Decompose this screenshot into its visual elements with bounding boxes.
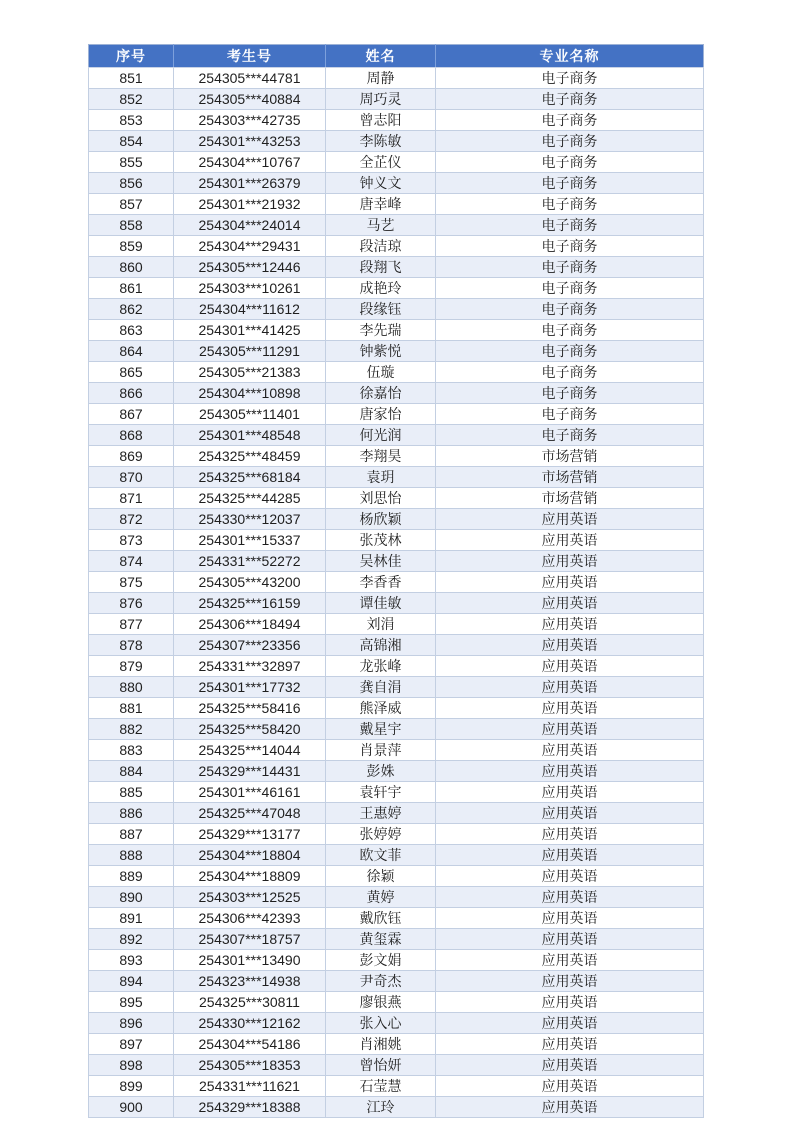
- table-row: [89, 635, 704, 656]
- name-cell: 马艺: [326, 215, 436, 236]
- exam-id-cell: 254325***30811: [174, 992, 326, 1013]
- table-row: [89, 110, 704, 131]
- exam-id-cell: 254303***12525: [174, 887, 326, 908]
- major-cell: 电子商务: [436, 131, 704, 152]
- seq-cell: 900: [89, 1097, 174, 1118]
- major-cell: 应用英语: [436, 761, 704, 782]
- column-header-major: 专业名称: [436, 45, 704, 68]
- major-cell: 应用英语: [436, 509, 704, 530]
- seq-cell: 866: [89, 383, 174, 404]
- major-cell: 应用英语: [436, 614, 704, 635]
- seq-cell: 898: [89, 1055, 174, 1076]
- seq-cell: 868: [89, 425, 174, 446]
- name-cell: 周静: [326, 68, 436, 89]
- major-cell: 电子商务: [436, 236, 704, 257]
- name-cell: 曾怡妍: [326, 1055, 436, 1076]
- seq-cell: 880: [89, 677, 174, 698]
- seq-cell: 864: [89, 341, 174, 362]
- exam-id-cell: 254304***18809: [174, 866, 326, 887]
- exam-id-cell: 254329***14431: [174, 761, 326, 782]
- seq-cell: 873: [89, 530, 174, 551]
- seq-cell: 863: [89, 320, 174, 341]
- exam-id-cell: 254305***18353: [174, 1055, 326, 1076]
- seq-cell: 886: [89, 803, 174, 824]
- exam-id-cell: 254304***24014: [174, 215, 326, 236]
- major-cell: 应用英语: [436, 803, 704, 824]
- table-row: [89, 467, 704, 488]
- major-cell: 电子商务: [436, 299, 704, 320]
- table-row: [89, 572, 704, 593]
- exam-id-cell: 254301***41425: [174, 320, 326, 341]
- major-cell: 应用英语: [436, 593, 704, 614]
- table-row: [89, 677, 704, 698]
- table-row: [89, 929, 704, 950]
- major-cell: 电子商务: [436, 152, 704, 173]
- table-row: [89, 782, 704, 803]
- seq-cell: 899: [89, 1076, 174, 1097]
- major-cell: 应用英语: [436, 677, 704, 698]
- major-cell: 应用英语: [436, 1076, 704, 1097]
- exam-id-cell: 254305***40884: [174, 89, 326, 110]
- name-cell: 张入心: [326, 1013, 436, 1034]
- name-cell: 石莹慧: [326, 1076, 436, 1097]
- table-row: [89, 131, 704, 152]
- seq-cell: 876: [89, 593, 174, 614]
- name-cell: 刘思怡: [326, 488, 436, 509]
- table-row: [89, 425, 704, 446]
- table-row: [89, 446, 704, 467]
- major-cell: 电子商务: [436, 320, 704, 341]
- major-cell: 电子商务: [436, 194, 704, 215]
- exam-id-cell: 254301***13490: [174, 950, 326, 971]
- major-cell: 应用英语: [436, 887, 704, 908]
- major-cell: 应用英语: [436, 845, 704, 866]
- exam-id-cell: 254331***52272: [174, 551, 326, 572]
- table-row: [89, 866, 704, 887]
- name-cell: 段翔飞: [326, 257, 436, 278]
- table-row: [89, 971, 704, 992]
- major-cell: 应用英语: [436, 929, 704, 950]
- table-row: [89, 824, 704, 845]
- name-cell: 李翔昊: [326, 446, 436, 467]
- seq-cell: 861: [89, 278, 174, 299]
- table-row: [89, 803, 704, 824]
- name-cell: 唐幸峰: [326, 194, 436, 215]
- name-cell: 彭文娟: [326, 950, 436, 971]
- table-body: [89, 68, 704, 1118]
- major-cell: 应用英语: [436, 1034, 704, 1055]
- exam-id-cell: 254304***10898: [174, 383, 326, 404]
- seq-cell: 869: [89, 446, 174, 467]
- table-row: [89, 215, 704, 236]
- seq-cell: 870: [89, 467, 174, 488]
- seq-cell: 853: [89, 110, 174, 131]
- exam-id-cell: 254329***13177: [174, 824, 326, 845]
- seq-cell: 882: [89, 719, 174, 740]
- name-cell: 戴星宇: [326, 719, 436, 740]
- exam-id-cell: 254305***12446: [174, 257, 326, 278]
- seq-cell: 884: [89, 761, 174, 782]
- major-cell: 应用英语: [436, 908, 704, 929]
- table-row: [89, 404, 704, 425]
- table-row: [89, 89, 704, 110]
- seq-cell: 854: [89, 131, 174, 152]
- exam-id-cell: 254301***46161: [174, 782, 326, 803]
- exam-id-cell: 254325***68184: [174, 467, 326, 488]
- name-cell: 钟紫悦: [326, 341, 436, 362]
- table-row: [89, 530, 704, 551]
- exam-id-cell: 254301***48548: [174, 425, 326, 446]
- seq-cell: 852: [89, 89, 174, 110]
- seq-cell: 883: [89, 740, 174, 761]
- name-cell: 徐颖: [326, 866, 436, 887]
- table-row: [89, 1034, 704, 1055]
- exam-id-cell: 254303***10261: [174, 278, 326, 299]
- table-row: [89, 257, 704, 278]
- name-cell: 刘涓: [326, 614, 436, 635]
- major-cell: 应用英语: [436, 950, 704, 971]
- exam-id-cell: 254301***21932: [174, 194, 326, 215]
- exam-id-cell: 254325***14044: [174, 740, 326, 761]
- major-cell: 电子商务: [436, 341, 704, 362]
- exam-id-cell: 254304***11612: [174, 299, 326, 320]
- seq-cell: 857: [89, 194, 174, 215]
- major-cell: 应用英语: [436, 698, 704, 719]
- table-row: [89, 740, 704, 761]
- exam-id-cell: 254306***42393: [174, 908, 326, 929]
- name-cell: 王惠婷: [326, 803, 436, 824]
- exam-id-cell: 254304***18804: [174, 845, 326, 866]
- exam-id-cell: 254325***16159: [174, 593, 326, 614]
- name-cell: 钟义文: [326, 173, 436, 194]
- table-row: [89, 68, 704, 89]
- exam-id-cell: 254325***58420: [174, 719, 326, 740]
- exam-id-cell: 254305***44781: [174, 68, 326, 89]
- major-cell: 应用英语: [436, 719, 704, 740]
- seq-cell: 889: [89, 866, 174, 887]
- exam-id-cell: 254301***17732: [174, 677, 326, 698]
- table-row: [89, 152, 704, 173]
- exam-id-cell: 254331***32897: [174, 656, 326, 677]
- exam-id-cell: 254304***54186: [174, 1034, 326, 1055]
- major-cell: 电子商务: [436, 173, 704, 194]
- seq-cell: 897: [89, 1034, 174, 1055]
- exam-id-cell: 254325***58416: [174, 698, 326, 719]
- exam-roster-sheet: [88, 44, 704, 1118]
- exam-id-cell: 254307***18757: [174, 929, 326, 950]
- major-cell: 应用英语: [436, 740, 704, 761]
- exam-id-cell: 254330***12162: [174, 1013, 326, 1034]
- name-cell: 龚自涓: [326, 677, 436, 698]
- name-cell: 成艳玲: [326, 278, 436, 299]
- seq-cell: 893: [89, 950, 174, 971]
- name-cell: 全芷仪: [326, 152, 436, 173]
- seq-cell: 872: [89, 509, 174, 530]
- exam-id-cell: 254306***18494: [174, 614, 326, 635]
- table-row: [89, 299, 704, 320]
- table-row: [89, 173, 704, 194]
- seq-cell: 856: [89, 173, 174, 194]
- major-cell: 应用英语: [436, 1055, 704, 1076]
- major-cell: 电子商务: [436, 89, 704, 110]
- column-header-seq: 序号: [89, 45, 174, 68]
- seq-cell: 859: [89, 236, 174, 257]
- major-cell: 应用英语: [436, 656, 704, 677]
- name-cell: 段缘钰: [326, 299, 436, 320]
- name-cell: 肖景萍: [326, 740, 436, 761]
- seq-cell: 887: [89, 824, 174, 845]
- major-cell: 应用英语: [436, 1013, 704, 1034]
- table-row: [89, 194, 704, 215]
- table-row: [89, 698, 704, 719]
- exam-id-cell: 254305***21383: [174, 362, 326, 383]
- name-cell: 周巧灵: [326, 89, 436, 110]
- major-cell: 应用英语: [436, 824, 704, 845]
- name-cell: 戴欣钰: [326, 908, 436, 929]
- name-cell: 李陈敏: [326, 131, 436, 152]
- exam-roster-table: [88, 44, 704, 1118]
- table-row: [89, 509, 704, 530]
- seq-cell: 874: [89, 551, 174, 572]
- major-cell: 电子商务: [436, 404, 704, 425]
- table-row: [89, 341, 704, 362]
- seq-cell: 890: [89, 887, 174, 908]
- seq-cell: 896: [89, 1013, 174, 1034]
- table-row: [89, 1097, 704, 1118]
- seq-cell: 858: [89, 215, 174, 236]
- table-row: [89, 593, 704, 614]
- name-cell: 何光润: [326, 425, 436, 446]
- seq-cell: 894: [89, 971, 174, 992]
- major-cell: 应用英语: [436, 992, 704, 1013]
- name-cell: 李香香: [326, 572, 436, 593]
- major-cell: 市场营销: [436, 488, 704, 509]
- table-row: [89, 362, 704, 383]
- name-cell: 龙张峰: [326, 656, 436, 677]
- seq-cell: 888: [89, 845, 174, 866]
- exam-id-cell: 254305***11401: [174, 404, 326, 425]
- major-cell: 电子商务: [436, 215, 704, 236]
- table-row: [89, 761, 704, 782]
- table-row: [89, 278, 704, 299]
- seq-cell: 892: [89, 929, 174, 950]
- seq-cell: 855: [89, 152, 174, 173]
- seq-cell: 875: [89, 572, 174, 593]
- name-cell: 黄婷: [326, 887, 436, 908]
- table-header: [89, 45, 704, 68]
- table-row: [89, 488, 704, 509]
- major-cell: 市场营销: [436, 467, 704, 488]
- name-cell: 高锦湘: [326, 635, 436, 656]
- name-cell: 袁玥: [326, 467, 436, 488]
- name-cell: 尹奇杰: [326, 971, 436, 992]
- table-row: [89, 236, 704, 257]
- major-cell: 应用英语: [436, 530, 704, 551]
- name-cell: 熊泽威: [326, 698, 436, 719]
- seq-cell: 871: [89, 488, 174, 509]
- column-header-exam-id: 考生号: [174, 45, 326, 68]
- major-cell: 电子商务: [436, 362, 704, 383]
- table-row: [89, 656, 704, 677]
- table-row: [89, 614, 704, 635]
- table-row: [89, 845, 704, 866]
- name-cell: 吴林佳: [326, 551, 436, 572]
- seq-cell: 862: [89, 299, 174, 320]
- exam-id-cell: 254325***48459: [174, 446, 326, 467]
- major-cell: 应用英语: [436, 782, 704, 803]
- seq-cell: 860: [89, 257, 174, 278]
- name-cell: 段洁琼: [326, 236, 436, 257]
- exam-id-cell: 254304***29431: [174, 236, 326, 257]
- major-cell: 电子商务: [436, 278, 704, 299]
- exam-id-cell: 254307***23356: [174, 635, 326, 656]
- seq-cell: 895: [89, 992, 174, 1013]
- exam-id-cell: 254305***43200: [174, 572, 326, 593]
- name-cell: 唐家怡: [326, 404, 436, 425]
- seq-cell: 851: [89, 68, 174, 89]
- column-header-name: 姓名: [326, 45, 436, 68]
- name-cell: 徐嘉怡: [326, 383, 436, 404]
- name-cell: 杨欣颖: [326, 509, 436, 530]
- name-cell: 欧文菲: [326, 845, 436, 866]
- name-cell: 黄玺霖: [326, 929, 436, 950]
- exam-id-cell: 254331***11621: [174, 1076, 326, 1097]
- table-row: [89, 719, 704, 740]
- name-cell: 廖银燕: [326, 992, 436, 1013]
- major-cell: 应用英语: [436, 1097, 704, 1118]
- seq-cell: 885: [89, 782, 174, 803]
- exam-id-cell: 254303***42735: [174, 110, 326, 131]
- table-row: [89, 908, 704, 929]
- name-cell: 曾志阳: [326, 110, 436, 131]
- name-cell: 李先瑞: [326, 320, 436, 341]
- seq-cell: 879: [89, 656, 174, 677]
- exam-id-cell: 254301***43253: [174, 131, 326, 152]
- seq-cell: 865: [89, 362, 174, 383]
- table-row: [89, 320, 704, 341]
- name-cell: 伍璇: [326, 362, 436, 383]
- table-row: [89, 551, 704, 572]
- exam-id-cell: 254323***14938: [174, 971, 326, 992]
- major-cell: 应用英语: [436, 971, 704, 992]
- name-cell: 张婷婷: [326, 824, 436, 845]
- name-cell: 袁轩宇: [326, 782, 436, 803]
- seq-cell: 877: [89, 614, 174, 635]
- seq-cell: 867: [89, 404, 174, 425]
- table-row: [89, 887, 704, 908]
- major-cell: 电子商务: [436, 425, 704, 446]
- table-row: [89, 950, 704, 971]
- name-cell: 江玲: [326, 1097, 436, 1118]
- seq-cell: 891: [89, 908, 174, 929]
- exam-id-cell: 254305***11291: [174, 341, 326, 362]
- table-row: [89, 992, 704, 1013]
- name-cell: 肖湘姚: [326, 1034, 436, 1055]
- major-cell: 电子商务: [436, 383, 704, 404]
- major-cell: 市场营销: [436, 446, 704, 467]
- major-cell: 电子商务: [436, 257, 704, 278]
- major-cell: 电子商务: [436, 110, 704, 131]
- major-cell: 应用英语: [436, 572, 704, 593]
- table-row: [89, 1055, 704, 1076]
- exam-id-cell: 254304***10767: [174, 152, 326, 173]
- major-cell: 电子商务: [436, 68, 704, 89]
- exam-id-cell: 254329***18388: [174, 1097, 326, 1118]
- exam-id-cell: 254301***26379: [174, 173, 326, 194]
- seq-cell: 878: [89, 635, 174, 656]
- exam-id-cell: 254301***15337: [174, 530, 326, 551]
- major-cell: 应用英语: [436, 635, 704, 656]
- table-row: [89, 1013, 704, 1034]
- seq-cell: 881: [89, 698, 174, 719]
- exam-id-cell: 254325***47048: [174, 803, 326, 824]
- name-cell: 谭佳敏: [326, 593, 436, 614]
- name-cell: 张茂林: [326, 530, 436, 551]
- table-row: [89, 1076, 704, 1097]
- major-cell: 应用英语: [436, 866, 704, 887]
- name-cell: 彭姝: [326, 761, 436, 782]
- header-row: [89, 45, 704, 68]
- exam-id-cell: 254325***44285: [174, 488, 326, 509]
- major-cell: 应用英语: [436, 551, 704, 572]
- exam-id-cell: 254330***12037: [174, 509, 326, 530]
- table-row: [89, 383, 704, 404]
